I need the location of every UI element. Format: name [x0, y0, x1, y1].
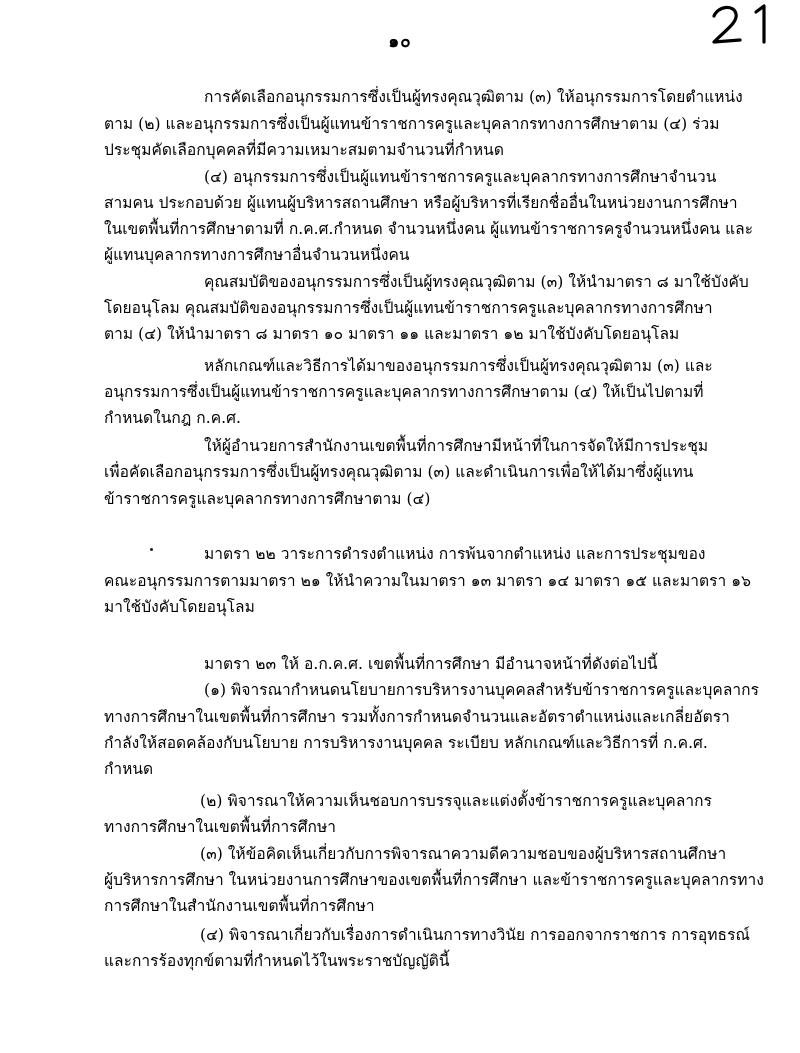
- text-line: (๔) อนุกรรมการซึ่งเป็นผู้แทนข้าราชการครูและบุคลากรทางการศึกษาจำนวน: [204, 168, 717, 186]
- text-line: การคัดเลือกอนุกรรมการซึ่งเป็นผู้ทรงคุณวุฒิตาม (๓) ให้อนุกรรมการโดยตำแหน่ง: [204, 88, 743, 106]
- text-line: ผู้บริหารการศึกษา ในหน่วยงานการศึกษาของเขตพื้นที่การศึกษา และข้าราชการครูและบุคลากรทาง: [104, 871, 764, 889]
- text-line: กำลังให้สอดคล้องกับนโยบาย การบริหารงานบุคคล ระเบียบ หลักเกณฑ์และวิธีการที่ ก.ค.ศ.: [104, 734, 708, 752]
- section-heading-line: มาตรา ๒๒ วาระการดำรงตำแหน่ง การพ้นจากตำแหน่ง และการประชุมของ: [204, 545, 706, 563]
- text-line: ประชุมคัดเลือกบุคคลที่มีความเหมาะสมตามจำนวนที่กำหนด: [104, 141, 504, 159]
- text-line: คณะอนุกรรมการตามมาตรา ๒๑ ให้นำความในมาตรา ๑๓ มาตรา ๑๔ มาตรา ๑๕ และมาตรา ๑๖: [104, 572, 751, 590]
- text-line: (๑) พิจารณากำหนดนโยบายการบริหารงานบุคคลสำหรับข้าราชการครูและบุคลากร: [204, 681, 759, 699]
- text-line: ทางการศึกษาในเขตพื้นที่การศึกษา รวมทั้งการกำหนดจำนวนและอัตราตำแหน่งและเกลี่ยอัตรา: [104, 708, 730, 726]
- text-line: (๓) ให้ข้อคิดเห็นเกี่ยวกับการพิจารณาความดีความชอบของผู้บริหารสถานศึกษา: [200, 845, 727, 863]
- text-line: ผู้แทนบุคลากรทางการศึกษาอื่นจำนวนหนึ่งคน: [104, 246, 410, 264]
- text-line: คุณสมบัติของอนุกรรมการซึ่งเป็นผู้ทรงคุณวุฒิตาม (๓) ให้นำมาตรา ๘ มาใช้บังคับ: [204, 273, 749, 291]
- text-line: ข้าราชการครูและบุคลากรทางการศึกษาตาม (๔): [104, 490, 431, 508]
- text-line: กำหนดในกฎ ก.ค.ศ.: [104, 409, 241, 427]
- scan-speck: [150, 548, 153, 551]
- text-line: โดยอนุโลม คุณสมบัติของอนุกรรมการซึ่งเป็นผู้แทนข้าราชการครูและบุคลากรทางการศึกษา: [104, 299, 713, 317]
- text-line: เพื่อคัดเลือกอนุกรรมการซึ่งเป็นผู้ทรงคุณวุฒิตาม (๓) และดำเนินการเพื่อให้ได้มาซึ่งผู้แทน: [104, 463, 694, 481]
- text-line: มาใช้บังคับโดยอนุโลม: [104, 598, 255, 616]
- text-line: ในเขตพื้นที่การศึกษาตามที่ ก.ค.ศ.กำหนด จำนวนหนึ่งคน ผู้แทนข้าราชการครูจำนวนหนึ่งคน และ: [104, 220, 754, 238]
- text-line: ตาม (๒) และอนุกรรมการซึ่งเป็นผู้แทนข้าราชการครูและบุคลากรทางการศึกษาตาม (๔) ร่วม: [104, 115, 720, 133]
- text-line: การศึกษาในสำนักงานเขตพื้นที่การศึกษา: [104, 897, 375, 915]
- text-line: ให้ผู้อำนวยการสำนักงานเขตพื้นที่การศึกษามีหน้าที่ในการจัดให้มีการประชุม: [204, 437, 709, 455]
- text-line: ทางการศึกษาในเขตพื้นที่การศึกษา: [104, 818, 337, 836]
- page-number: ๑๐: [388, 32, 412, 52]
- text-line: ตาม (๔) ให้นำมาตรา ๘ มาตรา ๑๐ มาตรา ๑๑ และมาตรา ๑๒ มาใช้บังคับโดยอนุโลม: [104, 325, 680, 343]
- text-line: สามคน ประกอบด้วย ผู้แทนผู้บริหารสถานศึกษา หรือผู้บริหารที่เรียกชื่ออื่นในหน่วยงานการศึกษา: [104, 194, 738, 212]
- text-line: และการร้องทุกข์ตามที่กำหนดไว้ในพระราชบัญญัตินี้: [104, 952, 450, 970]
- text-line: (๒) พิจารณาให้ความเห็นชอบการบรรจุและแต่งตั้งข้าราชการครูและบุคลากร: [200, 792, 712, 810]
- text-line: (๔) พิจารณาเกี่ยวกับเรื่องการดำเนินการทางวินัย การออกจากราชการ การอุทธรณ์: [200, 926, 750, 944]
- text-line: อนุกรรมการซึ่งเป็นผู้แทนข้าราชการครูและบุคลากรทางการศึกษาตาม (๔) ให้เป็นไปตามที่: [104, 383, 704, 401]
- section-heading-line: มาตรา ๒๓ ให้ อ.ก.ค.ศ. เขตพื้นที่การศึกษา มีอำนาจหน้าที่ดังต่อไปนี้: [204, 655, 658, 673]
- text-line: หลักเกณฑ์และวิธีการได้มาของอนุกรรมการซึ่งเป็นผู้ทรงคุณวุฒิตาม (๓) และ: [204, 357, 713, 375]
- text-line: กำหนด: [104, 760, 154, 778]
